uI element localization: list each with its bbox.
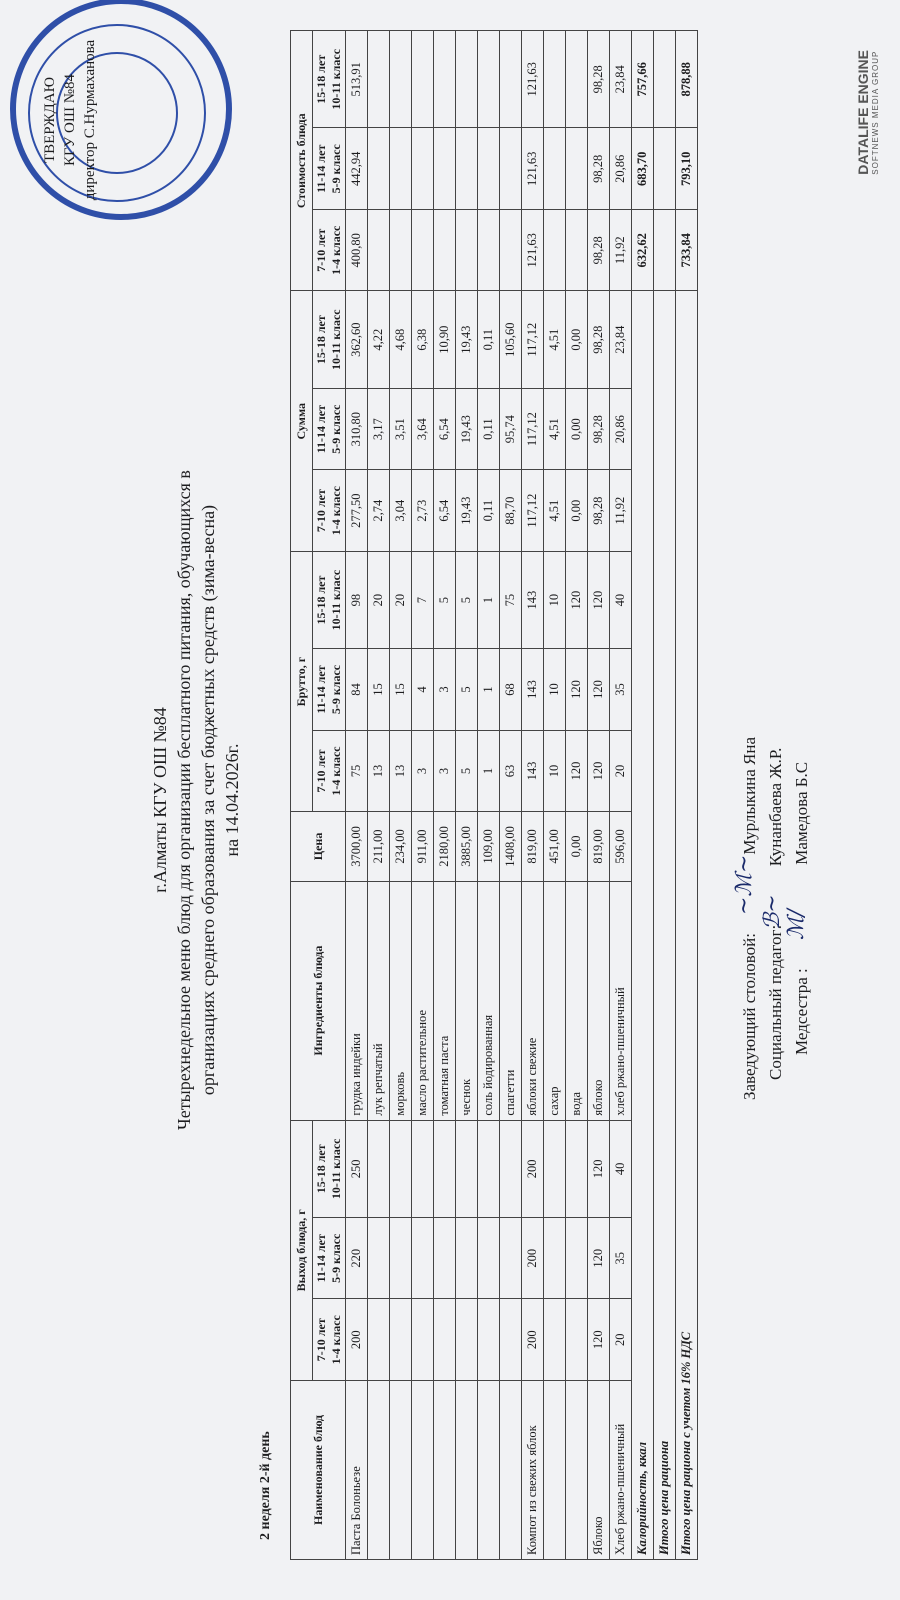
cell-s2: 3,64 [412,388,434,470]
cell-g3: 143 [522,551,544,648]
cell-ing: грудка индейки [346,881,368,1120]
cell-g2: 35 [610,649,632,731]
table-row [610,31,632,1560]
grade-range: 10-11 класс [329,569,343,631]
cell-g3: 5 [456,551,478,648]
cell-c1 [390,210,412,292]
age-range: 7-10 лет [314,1318,328,1362]
gross-age-2 [313,649,346,731]
totals-label: Итого цена рациона [654,291,676,1560]
cell-ing: морковь [390,881,412,1120]
cell-s3: 362,60 [346,291,368,388]
cell-s3: 6,38 [412,291,434,388]
cell-c3: 513,91 [346,31,368,129]
cost-age-2 [313,128,346,210]
cell-c3: 23,84 [610,31,632,129]
col-dish-name: Наименование блюд [291,1381,346,1560]
cell-g2: 3 [434,649,456,731]
sum-age-3 [313,291,346,388]
cell-s1: 0,11 [478,470,500,552]
cell-o1 [478,1299,500,1381]
cell-c1: 98,28 [588,210,610,292]
cell-dish: Яблоко [588,1381,610,1560]
cell-c2 [412,128,434,210]
cell-s1: 277,50 [346,470,368,552]
cell-c1 [544,210,566,292]
cell-o3 [566,1120,588,1217]
cell-c2 [368,128,390,210]
cell-o1: 120 [588,1299,610,1381]
cell-s3: 4,51 [544,291,566,388]
cell-g2: 68 [500,649,522,731]
cell-o1: 200 [346,1299,368,1381]
cell-price: 911,00 [412,812,434,881]
cell-g1: 75 [346,730,368,812]
cell-c2 [566,128,588,210]
cell-g1: 3 [434,730,456,812]
cell-dish [456,1381,478,1560]
cell-price: 1408,00 [500,812,522,881]
cell-c3 [368,31,390,129]
cell-o2: 220 [346,1218,368,1300]
cell-s3: 0,11 [478,291,500,388]
grade-range: 1-4 класс [329,485,343,536]
cell-s3: 98,28 [588,291,610,388]
grade-range: 5-9 класс [329,664,343,715]
output-age-1 [313,1299,346,1381]
output-age-3 [313,1120,346,1217]
cell-s1: 11,92 [610,470,632,552]
cell-ing: спагетти [500,881,522,1120]
table-row [434,31,456,1560]
cell-s2: 3,51 [390,388,412,470]
age-range: 15-18 лет [314,54,328,104]
cell-s1: 2,73 [412,470,434,552]
cell-s2: 0,11 [478,388,500,470]
table-row [368,31,390,1560]
table-row [478,31,500,1560]
manager-label: Заведующий столовой: [740,933,759,1100]
cell-g3: 120 [566,551,588,648]
approval-line-3: директор С.Нурмаханова [82,39,98,201]
totals-value [654,128,676,210]
table-row [588,31,610,1560]
cell-o1 [566,1299,588,1381]
cell-s1: 3,04 [390,470,412,552]
cell-g3: 98 [346,551,368,648]
cell-s3: 4,22 [368,291,390,388]
cell-o2 [368,1218,390,1300]
manager-signature-line [740,737,760,1100]
cell-price: 451,00 [544,812,566,881]
cell-o2 [412,1218,434,1300]
cell-ing: томатная паста [434,881,456,1120]
cell-o2: 200 [522,1218,544,1300]
cell-o2 [544,1218,566,1300]
cell-o1 [368,1299,390,1381]
cell-s2: 4,51 [544,388,566,470]
cell-g2: 10 [544,649,566,731]
cell-c2: 442,94 [346,128,368,210]
cell-c3: 121,63 [522,31,544,129]
cell-s1: 88,70 [500,470,522,552]
cell-o2 [456,1218,478,1300]
cell-dish [412,1381,434,1560]
cell-s3: 0,00 [566,291,588,388]
menu-title-line-2: организациях среднего образования за счет бюджетных средств (зима-весна) [198,504,218,1096]
cell-c1 [412,210,434,292]
grade-range: 5-9 класс [329,144,343,194]
totals-value: 733,84 [676,210,698,292]
handwritten-signature-2: ℬ~ [760,894,785,930]
cell-o1: 200 [522,1299,544,1381]
cell-o3: 120 [588,1120,610,1217]
cell-c2 [544,128,566,210]
cell-c3 [390,31,412,129]
table-row [346,31,368,1560]
totals-value: 793,10 [676,128,698,210]
totals-value: 683,70 [632,128,654,210]
table-row [456,31,478,1560]
cell-price: 3700,00 [346,812,368,881]
cell-g1: 63 [500,730,522,812]
cell-g3: 75 [500,551,522,648]
cell-g3: 20 [368,551,390,648]
table-row [412,31,434,1560]
cell-o2 [478,1218,500,1300]
cell-o3 [412,1120,434,1217]
cell-c3 [412,31,434,129]
totals-row [676,31,698,1560]
cell-c1 [478,210,500,292]
cell-dish [478,1381,500,1560]
watermark-sub: SOFTNEWS MEDIA GROUP [871,50,880,175]
cell-dish [566,1381,588,1560]
cell-o1: 20 [610,1299,632,1381]
cell-g3: 20 [390,551,412,648]
cell-o2 [500,1218,522,1300]
cell-o3 [544,1120,566,1217]
totals-value: 632,62 [632,210,654,292]
cell-dish: Паста Болоньезе [346,1381,368,1560]
cell-ing: сахар [544,881,566,1120]
grade-range: 5-9 класс [329,1233,343,1283]
cell-s2: 3,17 [368,388,390,470]
cell-ing: масло растительное [412,881,434,1120]
totals-value [654,210,676,292]
cell-c3 [434,31,456,129]
menu-date: на 14.04.2026г. [222,743,242,857]
cell-s2: 310,80 [346,388,368,470]
cell-o1 [544,1299,566,1381]
cell-g2: 5 [456,649,478,731]
cell-price: 234,00 [390,812,412,881]
age-range: 15-18 лет [314,1144,328,1194]
cell-g1: 143 [522,730,544,812]
cell-ing: чеснок [456,881,478,1120]
cell-c1 [434,210,456,292]
cell-dish [390,1381,412,1560]
menu-title-line-1: Четырехнедельное меню блюд для организации бесплатного питания, обучающихся в [174,470,194,1130]
cell-c1: 11,92 [610,210,632,292]
age-range: 7-10 лет [314,489,328,533]
cell-ing: яблоко [588,881,610,1120]
approval-line-2: КГУ ОШ №84 [62,73,78,167]
cell-c1 [368,210,390,292]
col-gross: Брутто, г [291,551,313,811]
totals-row [654,31,676,1560]
cell-s1: 19,43 [456,470,478,552]
cell-c3 [456,31,478,129]
cell-price: 596,00 [610,812,632,881]
cell-g3: 40 [610,551,632,648]
cell-s1: 0,00 [566,470,588,552]
cell-dish: Компот из свежих яблок [522,1381,544,1560]
totals-value: 878,88 [676,31,698,129]
totals-label: Калорийность, ккал [632,291,654,1560]
totals-label: Итого цена рациона с учетом 16% НДС [676,291,698,1560]
cell-s2: 98,28 [588,388,610,470]
cell-s1: 117,12 [522,470,544,552]
cell-s2: 20,86 [610,388,632,470]
cell-price: 2180,00 [434,812,456,881]
cell-dish [368,1381,390,1560]
sum-age-2 [313,388,346,470]
cell-s1: 2,74 [368,470,390,552]
cell-price: 0,00 [566,812,588,881]
cell-c3 [500,31,522,129]
cell-dish [434,1381,456,1560]
grade-range: 10-11 класс [329,48,343,110]
cell-dish: Хлеб ржано-пшеничный [610,1381,632,1560]
cell-g3: 1 [478,551,500,648]
age-range: 7-10 лет [314,228,328,272]
cell-o3: 200 [522,1120,544,1217]
age-header-row [313,31,346,1560]
grade-range: 10-11 класс [329,1138,343,1200]
grade-range: 5-9 класс [329,404,343,454]
cell-o3 [434,1120,456,1217]
cell-o2 [566,1218,588,1300]
cell-c1 [566,210,588,292]
cell-g2: 143 [522,649,544,731]
cell-o1 [412,1299,434,1381]
cell-g2: 120 [588,649,610,731]
cell-s3: 105,60 [500,291,522,388]
cell-s3: 23,84 [610,291,632,388]
sum-age-1 [313,470,346,552]
week-day-label: 2 неделя 2-й день [258,1431,273,1540]
age-range: 15-18 лет [314,575,328,625]
age-range: 11-14 лет [314,404,328,454]
handwritten-signature-1: ~ℳ~ [732,854,757,915]
cell-o3: 250 [346,1120,368,1217]
nurse-label: Медсестра : [792,968,811,1055]
cell-c1: 400,80 [346,210,368,292]
cell-o3 [390,1120,412,1217]
age-range: 11-14 лет [314,144,328,193]
cell-g1: 120 [566,730,588,812]
cell-g1: 10 [544,730,566,812]
handwritten-signature-3: ℳ/ [784,909,809,940]
cell-s3: 19,43 [456,291,478,388]
cell-g1: 120 [588,730,610,812]
cell-o1 [500,1299,522,1381]
cell-s2: 6,54 [434,388,456,470]
cell-o3 [456,1120,478,1217]
table-row [500,31,522,1560]
col-output: Выход блюда, г [291,1120,313,1380]
cost-age-3 [313,31,346,129]
cell-o2 [434,1218,456,1300]
grade-range: 1-4 класс [329,746,343,796]
cell-ing: соль йодированная [478,881,500,1120]
table-row [544,31,566,1560]
cell-g1: 5 [456,730,478,812]
col-sum: Сумма [291,291,313,551]
cell-s1: 98,28 [588,470,610,552]
gross-age-3 [313,551,346,648]
cell-s1: 6,54 [434,470,456,552]
cell-c2: 20,86 [610,128,632,210]
cell-c2 [456,128,478,210]
cell-o2: 120 [588,1218,610,1300]
cell-c3 [478,31,500,129]
cell-c3 [566,31,588,129]
grade-range: 1-4 класс [329,1315,343,1365]
cell-c2 [478,128,500,210]
cell-s2: 0,00 [566,388,588,470]
cell-price: 3885,00 [456,812,478,881]
totals-value: 757,66 [632,31,654,129]
school-title: г.Алматы КГУ ОШ №84 [150,707,170,893]
col-price: Цена [291,812,346,881]
pedagog-label: Социальный педагог: [766,924,785,1080]
cell-ing: яблоки свежие [522,881,544,1120]
cell-c3 [544,31,566,129]
cell-g1: 13 [368,730,390,812]
cell-o2 [390,1218,412,1300]
cell-g1: 13 [390,730,412,812]
menu-table [290,30,698,1560]
cell-g3: 5 [434,551,456,648]
cell-s3: 4,68 [390,291,412,388]
age-range: 7-10 лет [314,749,328,793]
output-age-2 [313,1218,346,1300]
cell-o1 [434,1299,456,1381]
cell-o3 [368,1120,390,1217]
cell-g1: 20 [610,730,632,812]
cell-o1 [456,1299,478,1381]
table-row [566,31,588,1560]
cell-g2: 15 [390,649,412,731]
cell-s2: 117,12 [522,388,544,470]
cell-g3: 120 [588,551,610,648]
cost-age-1 [313,210,346,292]
cell-c2: 121,63 [522,128,544,210]
cell-g2: 120 [566,649,588,731]
cell-s2: 95,74 [500,388,522,470]
cell-price: 819,00 [522,812,544,881]
gross-age-1 [313,730,346,812]
age-range: 11-14 лет [314,1234,328,1283]
totals-row [632,31,654,1560]
cell-dish [544,1381,566,1560]
cell-o2: 35 [610,1218,632,1300]
grade-range: 1-4 класс [329,225,343,275]
approval-line-1: ТВЕРЖДАЮ [42,76,58,164]
table-body [346,31,698,1560]
pedagog-name: Кунанбаева Ж.Р. [766,747,785,867]
cell-s3: 117,12 [522,291,544,388]
watermark-name: DATALIFE ENGINE [855,50,871,175]
totals-value [654,31,676,129]
age-range: 15-18 лет [314,315,328,365]
col-cost: Стоимость блюда [291,31,313,292]
cell-g3: 10 [544,551,566,648]
cell-g1: 1 [478,730,500,812]
cell-s2: 19,43 [456,388,478,470]
cell-c2: 98,28 [588,128,610,210]
cell-price: 819,00 [588,812,610,881]
cell-price: 211,00 [368,812,390,881]
watermark-logo [855,50,880,175]
cell-g3: 7 [412,551,434,648]
grade-range: 10-11 класс [329,309,343,371]
col-ingredients: Ингредиенты блюда [291,881,346,1120]
table-row [390,31,412,1560]
cell-dish [500,1381,522,1560]
cell-c2 [434,128,456,210]
cell-ing: вода [566,881,588,1120]
cell-g2: 1 [478,649,500,731]
table-row [522,31,544,1560]
cell-s1: 4,51 [544,470,566,552]
cell-ing: лук репчатый [368,881,390,1120]
cell-o3 [500,1120,522,1217]
cell-o1 [390,1299,412,1381]
cell-price: 109,00 [478,812,500,881]
cell-s3: 10,90 [434,291,456,388]
approval-block [40,0,100,240]
manager-name: Мурлыкина Яна [740,736,759,855]
cell-c1: 121,63 [522,210,544,292]
nurse-name: Мамедова Б.С [792,761,811,865]
cell-g1: 3 [412,730,434,812]
cell-o3 [478,1120,500,1217]
cell-c3: 98,28 [588,31,610,129]
cell-c1 [500,210,522,292]
age-range: 11-14 лет [314,665,328,714]
cell-c2 [500,128,522,210]
cell-g2: 4 [412,649,434,731]
cell-g2: 15 [368,649,390,731]
cell-o3: 40 [610,1120,632,1217]
cell-c2 [390,128,412,210]
cell-c1 [456,210,478,292]
cell-ing: хлеб ржано-пшеничный [610,881,632,1120]
cell-g2: 84 [346,649,368,731]
